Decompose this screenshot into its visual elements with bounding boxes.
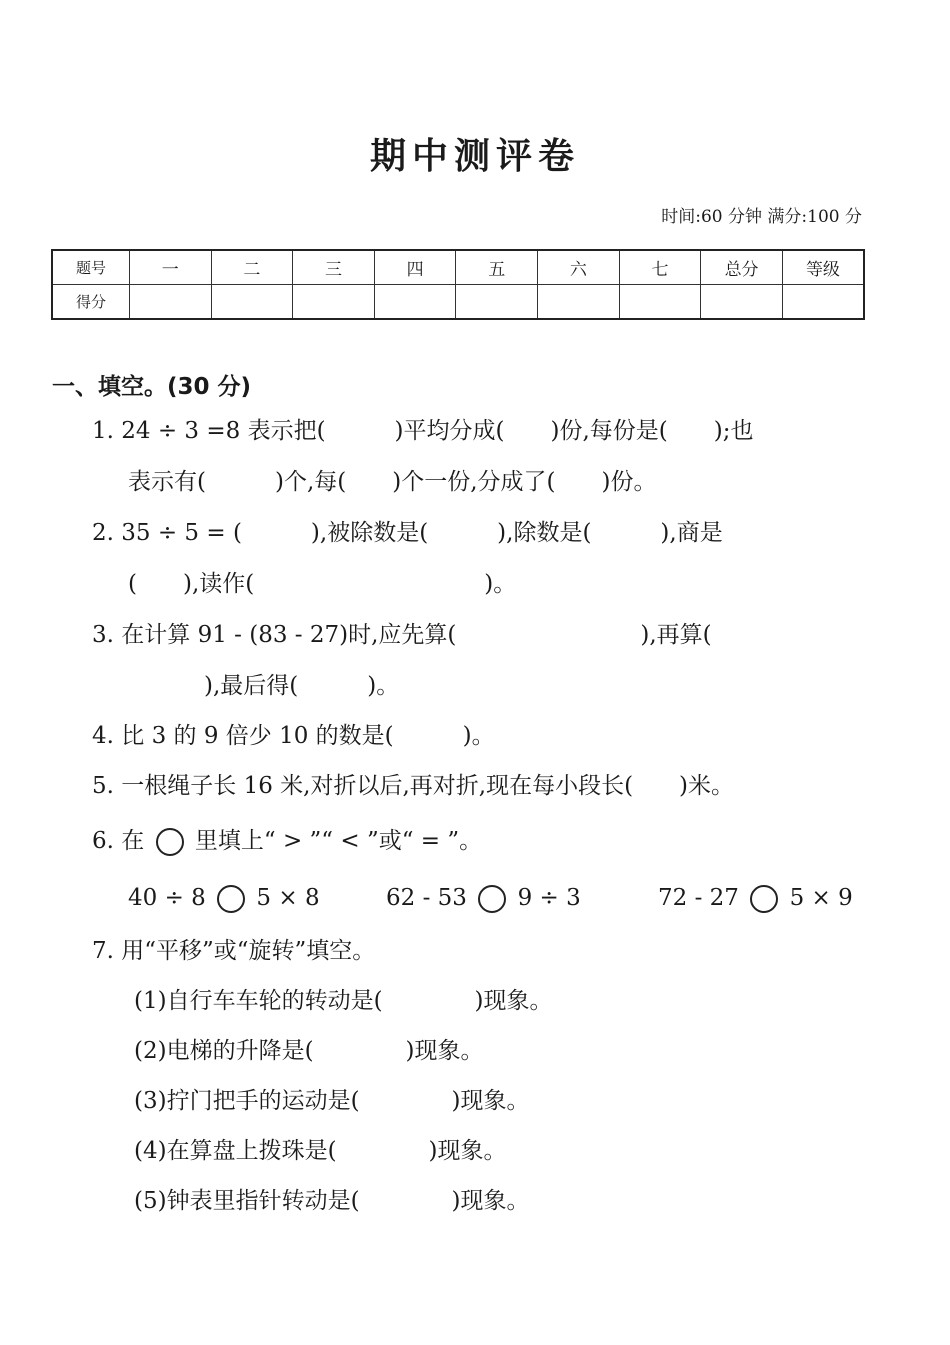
row-label-score: 得分 (52, 285, 130, 320)
col-header-grade: 等级 (782, 250, 864, 285)
compare-right: 5 × 9 (789, 885, 853, 911)
score-cell[interactable] (130, 285, 212, 320)
score-cell[interactable] (456, 285, 538, 320)
question-6-instruction (92, 826, 482, 856)
page-title: 期中测评卷 (369, 136, 580, 177)
col-header-3: 三 (293, 250, 375, 285)
compare-circle-input[interactable] (750, 885, 778, 913)
compare-right: 9 ÷ 3 (517, 885, 581, 911)
col-header-6: 六 (538, 250, 620, 285)
col-header-7: 七 (619, 250, 701, 285)
question-6-suffix: 里填上“ > ”“ < ”或“ = ”。 (194, 828, 483, 854)
compare-left: 40 ÷ 8 (128, 885, 206, 911)
compare-circle-input[interactable] (217, 885, 245, 913)
question-7-item-3: (3)拧门把手的运动是( )现象。 (134, 1088, 530, 1114)
score-table-header-row (52, 250, 864, 285)
question-7: 7. 用“平移”或“旋转”填空。 (92, 938, 376, 964)
question-2-line-1: 2. 35 ÷ 5 = ( ),被除数是( ),除数是( ),商是 (92, 520, 723, 546)
question-3-line-1: 3. 在计算 91 - (83 - 27)时,应先算( ),再算( (92, 622, 712, 648)
col-header-1: 一 (130, 250, 212, 285)
compare-circle-input[interactable] (478, 885, 506, 913)
compare-item-1 (128, 883, 320, 913)
col-header-2: 二 (211, 250, 293, 285)
question-7-item-1: (1)自行车车轮的转动是( )现象。 (134, 988, 553, 1014)
compare-left: 72 - 27 (658, 885, 739, 911)
col-header-4: 四 (374, 250, 456, 285)
time-score-info: 时间:60 分钟 满分:100 分 (661, 207, 862, 227)
score-cell[interactable] (619, 285, 701, 320)
question-1-line-2: 表示有( )个,每( )个一份,分成了( )份。 (128, 469, 657, 495)
compare-item-2 (386, 883, 581, 913)
col-header-total: 总分 (701, 250, 783, 285)
question-6-prefix: 6. 在 (92, 828, 145, 854)
question-3-line-2: ),最后得( )。 (204, 673, 400, 699)
compare-right: 5 × 8 (256, 885, 320, 911)
question-1-line-1: 1. 24 ÷ 3 =8 表示把( )平均分成( )份,每份是( );也 (92, 418, 754, 444)
question-7-item-5: (5)钟表里指针转动是( )现象。 (134, 1188, 530, 1214)
circle-icon (156, 828, 184, 856)
question-7-item-4: (4)在算盘上拨珠是( )现象。 (134, 1138, 507, 1164)
score-cell[interactable] (782, 285, 864, 320)
col-header-5: 五 (456, 250, 538, 285)
section-heading: 一、填空。(30 分) (52, 374, 252, 400)
question-5: 5. 一根绳子长 16 米,对折以后,再对折,现在每小段长( )米。 (92, 773, 735, 799)
question-4: 4. 比 3 的 9 倍少 10 的数是( )。 (92, 723, 495, 749)
score-cell[interactable] (374, 285, 456, 320)
score-table (51, 249, 865, 320)
score-cell[interactable] (211, 285, 293, 320)
row-label-question-number: 题号 (52, 250, 130, 285)
question-7-item-2: (2)电梯的升降是( )现象。 (134, 1038, 484, 1064)
score-cell[interactable] (293, 285, 375, 320)
score-cell[interactable] (701, 285, 783, 320)
score-cell[interactable] (538, 285, 620, 320)
compare-item-3 (658, 883, 853, 913)
question-2-line-2: ( ),读作( )。 (128, 571, 517, 597)
compare-left: 62 - 53 (386, 885, 467, 911)
score-table-score-row (52, 285, 864, 320)
